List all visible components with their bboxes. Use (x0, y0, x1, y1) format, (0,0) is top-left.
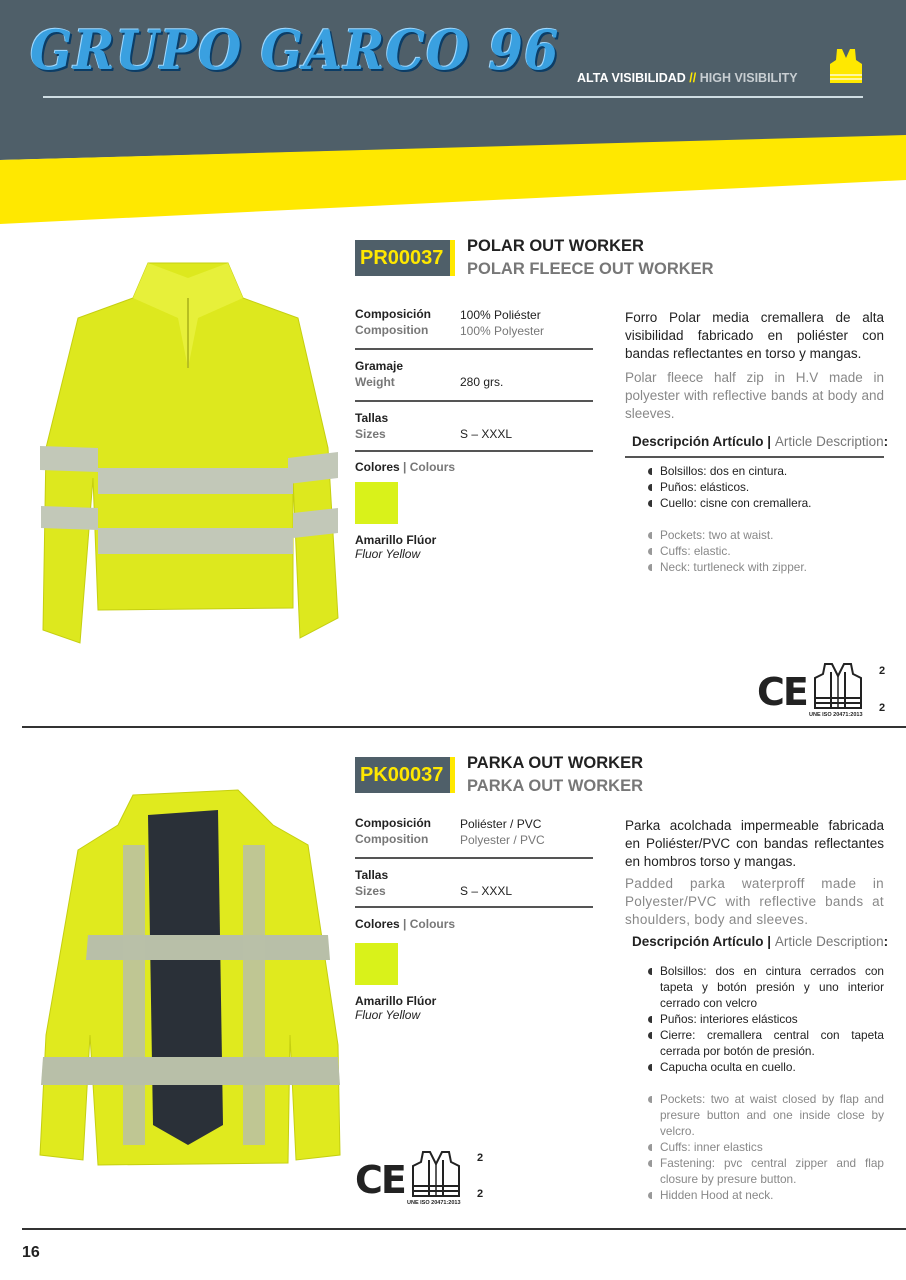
feature-item: Capucha oculta en cuello. (648, 1059, 884, 1075)
spec-value: S – XXXL (460, 884, 513, 898)
spec-label-en: Weight (355, 375, 395, 389)
spec-value: S – XXXL (460, 427, 513, 441)
colour-swatch[interactable] (355, 943, 398, 985)
hi-vis-vest-icon (829, 48, 863, 84)
spec-label-en: Composition (355, 323, 429, 337)
section-title: ALTA VISIBILIDAD // HIGH VISIBILITY (577, 71, 798, 85)
product-code: PR00037 (355, 240, 455, 276)
features-list-es (648, 463, 884, 511)
divider (355, 348, 593, 350)
spec-value: Poliéster / PVC (460, 817, 542, 831)
feature-item: Fastening: pvc central zipper and flap closure by presure button. (648, 1155, 884, 1187)
spec-label-en: Sizes (355, 884, 386, 898)
spec-label-en: Sizes (355, 427, 386, 441)
description-en: Padded parka waterproff made in Polyester/PVC with reflective bands at shoulders, body and sleeves. (625, 876, 884, 927)
polar-fleece-image (38, 258, 343, 648)
features-list-es (648, 963, 884, 1075)
spec-value: 100% Poliéster (460, 308, 541, 322)
features-list-en (648, 1091, 884, 1203)
feature-item: Cuffs: elastic. (648, 543, 884, 559)
class-level: 2 (879, 665, 886, 677)
footer-divider (22, 1228, 906, 1230)
parka-image (38, 785, 343, 1175)
description-es: Forro Polar media cremallera de alta visibilidad fabricado en poliéster con bandas reflectantes en torso y mangas. (625, 310, 884, 361)
header-divider (43, 96, 863, 98)
feature-item: Cuello: cisne con cremallera. (648, 495, 884, 511)
feature-item: Puños: interiores elásticos (648, 1011, 884, 1027)
feature-item: Bolsillos: dos en cintura cerrados con tapeta y botón presión y uno interior cerrado con velcro (648, 963, 884, 1011)
spec-label: Gramaje (355, 359, 404, 373)
class-level: 2 (477, 1188, 484, 1200)
divider (625, 456, 884, 458)
brand-logo: GRUPO GARCO 96 (30, 18, 560, 82)
page-header (0, 0, 906, 230)
hi-vis-vest-icon (411, 1150, 461, 1198)
product-subtitle: PARKA OUT WORKER (467, 777, 643, 795)
spec-label: Tallas (355, 411, 389, 425)
spec-label: Composición (355, 307, 432, 321)
colour-name: Amarillo Flúor (355, 533, 437, 547)
description-heading: Descripción Artículo | Article Description: (632, 434, 889, 449)
product-subtitle: POLAR FLEECE OUT WORKER (467, 260, 714, 278)
feature-item: Cuffs: inner elastics (648, 1139, 884, 1155)
spec-label-en: Composition (355, 832, 429, 846)
description-es: Parka acolchada impermeable fabricada en Poliéster/PVC con bandas reflectantes en hombros torso y mangas. (625, 818, 884, 869)
feature-item: Puños: elásticos. (648, 479, 884, 495)
colours-label: Colores | Colours (355, 917, 456, 931)
colour-name: Amarillo Flúor (355, 994, 437, 1008)
certification-badge (757, 660, 892, 720)
spec-value: 280 grs. (460, 375, 504, 389)
divider (355, 857, 593, 859)
product-title: POLAR OUT WORKER (467, 237, 644, 255)
spec-label: Composición (355, 816, 432, 830)
colours-label: Colores | Colours (355, 460, 456, 474)
class-level: 2 (477, 1152, 484, 1164)
spec-value-en: Polyester / PVC (460, 833, 545, 847)
standard-label: UNE ISO 20471:2013 (407, 1200, 461, 1206)
description-en: Polar fleece half zip in H.V made in polyester with reflective bands at body and sleeves. (625, 370, 884, 421)
description-heading: Descripción Artículo | Article Description: (632, 934, 889, 949)
feature-item: Neck: turtleneck with zipper. (648, 559, 884, 575)
colour-swatch[interactable] (355, 482, 398, 524)
feature-item: Pockets: two at waist closed by flap and presure button and one inside close by velcro. (648, 1091, 884, 1139)
feature-item: Bolsillos: dos en cintura. (648, 463, 884, 479)
divider (355, 906, 593, 908)
colour-name-en: Fluor Yellow (355, 547, 421, 561)
colour-name-en: Fluor Yellow (355, 1008, 421, 1022)
section-divider (22, 726, 906, 728)
feature-item: Pockets: two at waist. (648, 527, 884, 543)
feature-item: Hidden Hood at neck. (648, 1187, 884, 1203)
standard-label: UNE ISO 20471:2013 (809, 712, 863, 718)
hi-vis-vest-icon (813, 662, 863, 710)
features-list-en (648, 527, 884, 575)
page-number: 16 (22, 1244, 40, 1261)
ce-mark: CE (757, 670, 807, 714)
class-level: 2 (879, 702, 886, 714)
certification-badge (355, 1148, 490, 1208)
divider (355, 450, 593, 452)
ce-mark: CE (355, 1158, 405, 1202)
product-title: PARKA OUT WORKER (467, 754, 643, 772)
spec-value-en: 100% Polyester (460, 324, 545, 338)
feature-item: Cierre: cremallera central con tapeta cerrada por botón de presión. (648, 1027, 884, 1059)
product-code: PK00037 (355, 757, 455, 793)
divider (355, 400, 593, 402)
spec-label: Tallas (355, 868, 389, 882)
